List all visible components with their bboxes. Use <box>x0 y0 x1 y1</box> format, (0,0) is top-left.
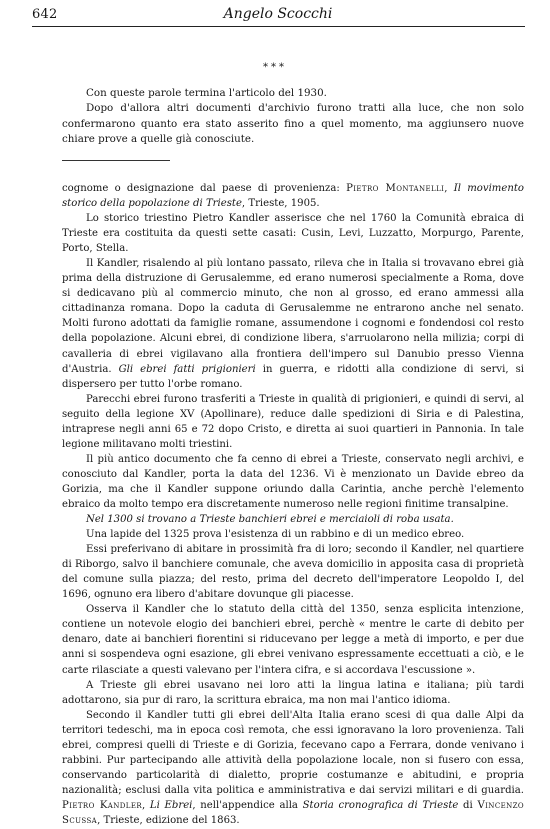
footnote-paragraph: Osserva il Kandler che lo statuto della città del 1350, senza esplicita intenzione, contiene un notevole elogio dei banchieri ebrei, perchè « mentre le carte di debito per denaro, date ai banchieri fiorentini si riducevano per legge a metà di importo, e per due anni si sospendeva ogni esazione, gli ebrei venivano espressamente eccettuati a ciò, e le carte rilasciate a questi valevano per l'intera cifra, e si accordava l'escussione ». <box>62 604 524 676</box>
citation-author: Pietro Montanelli <box>346 183 445 194</box>
main-paragraph: Dopo d'allora altri documenti d'archivio furono tratti alla luce, che non solo confermarono quanto era stato asserito fino a quel momento, ma aggiunsero nuove chiare prove a quelle già conosciute. <box>62 102 524 145</box>
citation-author: Vincenzo Scussa <box>62 799 525 826</box>
citation-title: Li Ebrei <box>149 799 193 811</box>
footnote-text: , Trieste, edizione del 1863. <box>97 814 240 826</box>
main-text <box>62 86 524 147</box>
footnote-text: , <box>142 799 150 811</box>
main-paragraph: Con queste parole termina l'articolo del 1930. <box>86 87 327 99</box>
citation-author: Pietro Kandler <box>62 799 143 811</box>
footnote-paragraph <box>62 256 524 391</box>
footnotes <box>62 181 524 828</box>
footnote-paragraph: A Trieste gli ebrei usavano nei loro atti la lingua latina e italiana; più tardi adottarono, sia pur di raro, la scrittura ebraica, ma non mai l'antico idioma. <box>62 679 524 706</box>
citation-title: Il movimento storico della popolazione di Trieste <box>62 183 524 210</box>
emphasis-text: Gli ebrei fatti prigionieri <box>118 363 256 375</box>
running-head-author: Angelo Scocchi <box>223 6 333 22</box>
footnote-text: , Trieste, 1905. <box>241 198 320 210</box>
footnote-text: di <box>458 799 478 811</box>
page-header <box>32 0 524 26</box>
page-number: 642 <box>32 7 58 22</box>
footnote-text: Secondo il Kandler tutti gli ebrei dell'Alta Italia erano scesi di qua dalle Alpi da territori tedeschi, ma in epoca così remota, che essi ignoravano la loro provenienza. Tali ebrei, compresi quelli di Trieste e di Gorizia, fecevano capo a Ferrara, donde venivano i rabbini. Pur partecipando alle attività della popolazione locale, non si fusero con essa, conservando particolarità di dialetto, proprie costumanze e abitudini, e propria nazionalità; esclusi dalla vita politica e amministrativa e dai servizi militari e di guardia. <box>62 709 524 796</box>
footnote-paragraph <box>62 181 524 211</box>
citation-title: Storia cronografica di Trieste <box>302 799 459 811</box>
header-rule <box>32 26 525 27</box>
footnote-rule <box>62 160 170 161</box>
footnote-paragraph: Lo storico triestino Pietro Kandler asserisce che nel 1760 la Comunità ebraica di Trieste era costituita da questi sette casati: Cusin, Levi, Luzzatto, Morpurgo, Parente, Porto, Stella. <box>62 213 524 255</box>
footnote-paragraph: Una lapide del 1325 prova l'esistenza di un rabbino e di un medico ebreo. <box>86 529 465 541</box>
footnote-text: , <box>444 183 454 194</box>
footnote-text: , nell'appendice alla <box>192 799 303 811</box>
footnote-text: Il Kandler, risalendo al più lontano passato, rileva che in Italia si trovavano ebrei già prima della distruzione di Gerusalemme, ed erano numerosi specialmente a Roma, dove si dedicavano più al commercio minuto, che non al grosso, ed erano ammessi alla cittadinanza romana. Dopo la caduta di Gerusalemme ne entrarono anche nel senato. Molti furono adottati da famiglie romane, assumendone i cognomi e fondendosi col resto della popolazione. Alcuni ebrei, di condizione libera, s'arruolarono nella milizia; corpi di cavalleria di ebrei vigilavano alla frontiera dell'impero sul Danubio presso Vienna d'Austria. <box>62 258 524 375</box>
footnote-paragraph: Parecchi ebrei furono trasferiti a Trieste in qualità di prigionieri, e quindi di servi, al seguito della legione XV (Apollinare), reduce dalle spedizioni di Siria e di Palestina, intraprese negli anni 65 e 72 dopo Cristo, e diretta ai suoi quartieri in Pannonia. In tale legione militavano molti triestini. <box>62 393 524 450</box>
footnote-text: cognome o designazione dal paese di provenienza: <box>62 183 347 194</box>
section-asterism: *** <box>263 62 287 73</box>
footnote-paragraph: Il più antico documento che fa cenno di ebrei a Trieste, conservato negli archivi, e conosciuto dal Kandler, porta la data del 1236. Vi è menzionato un Davide ebreo da Gorizia, ma che il Kandler suppone oriundo dalla Carintia, anche perchè l'elemento ebraico da molto tempo era discretamente numeroso nelle regioni finitime transalpine. <box>62 453 524 510</box>
footnote-paragraph: Essi preferivano di abitare in prossimità fra di loro; secondo il Kandler, nel quartiere di Riborgo, salvo il banchiere comunale, che aveva domicilio in apposita casa di proprietà del comune sulla piazza; del resto, prima del decreto dell'imperatore Leopoldo I, del 1696, ognuno era libero d'abitare dovunque gli piacesse. <box>62 544 524 601</box>
footnote-paragraph: Nel 1300 si trovano a Trieste banchieri ebrei e merciaioli di roba usata. <box>86 514 454 526</box>
footnote-text: in guerra, e ridotti alla condizione di servi, si dispersero per tutto l'orbe romano. <box>62 363 524 390</box>
footnote-paragraph <box>62 708 524 828</box>
